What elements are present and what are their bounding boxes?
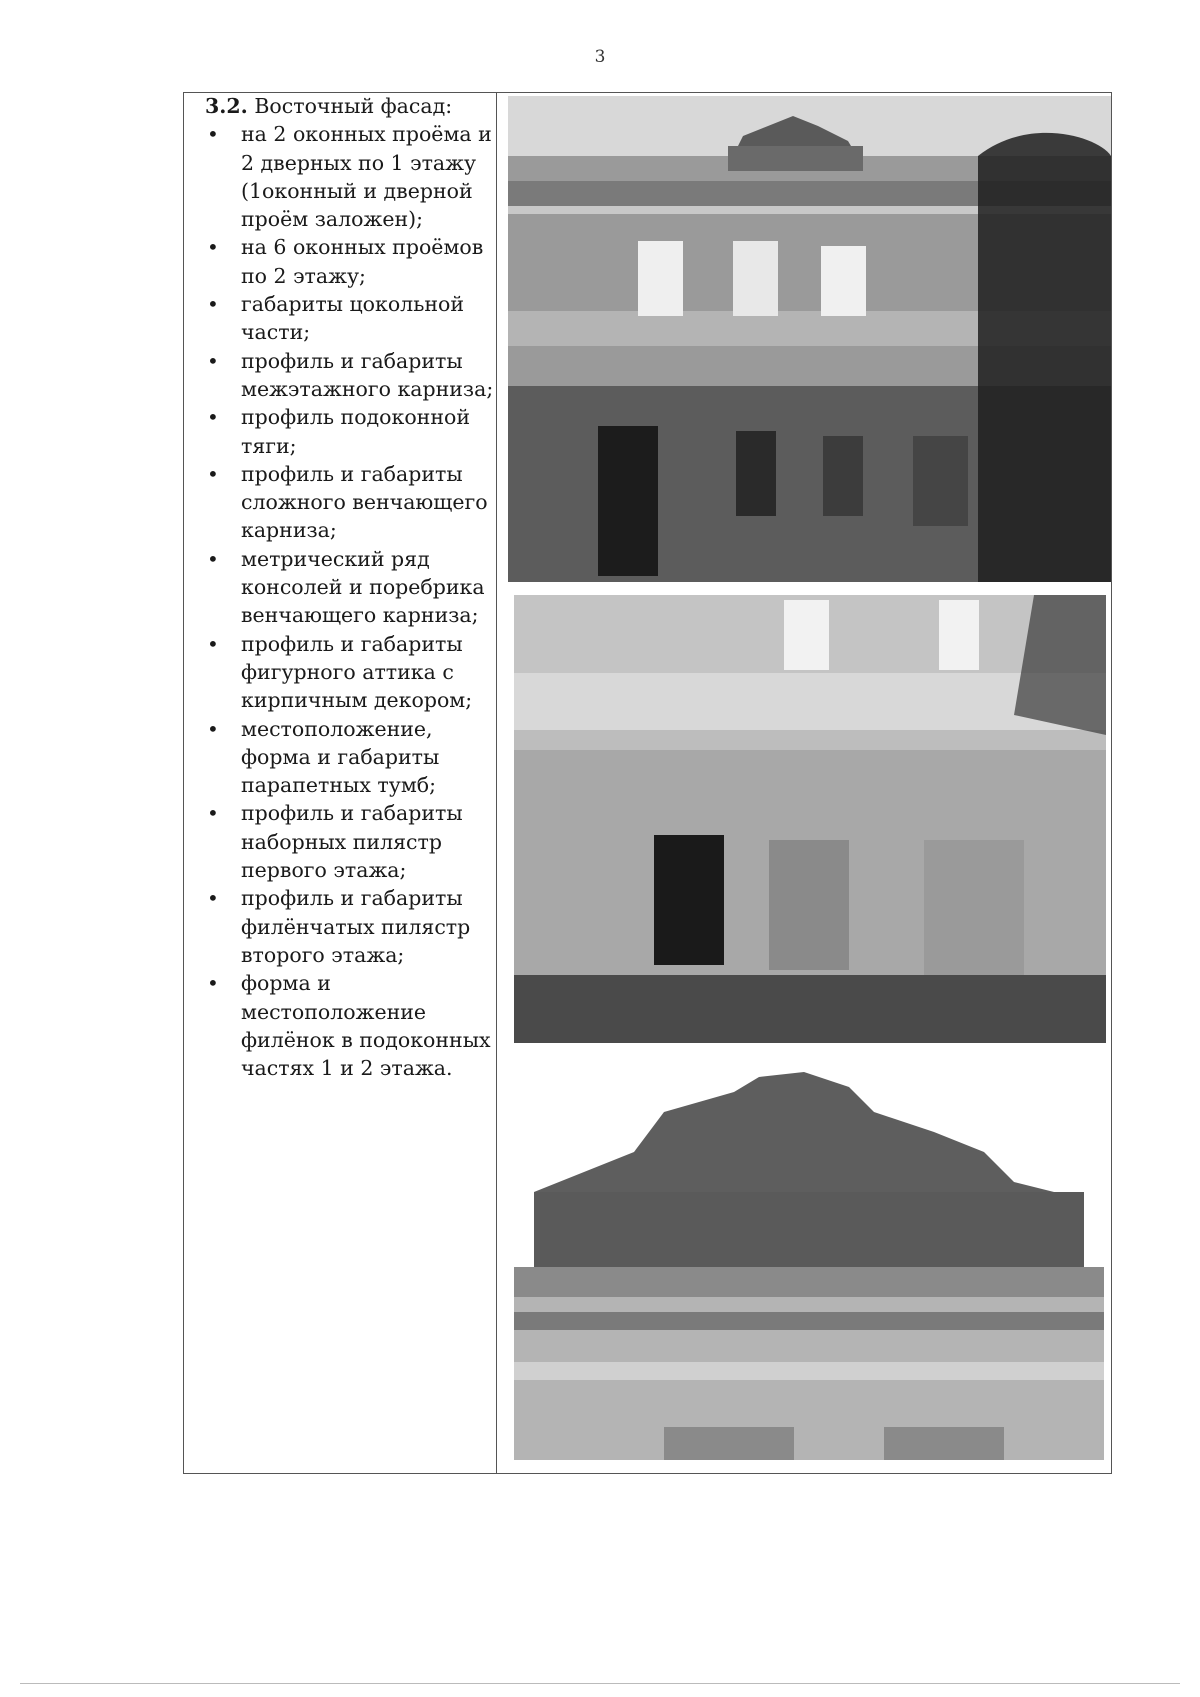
photo-east-facade-attic [514,1072,1104,1460]
list-item: • габариты цокольной части; [205,290,495,347]
photo-east-facade-ground-floor [514,595,1106,1043]
facade-ground-floor-image [514,595,1106,1043]
photo-east-facade-full [508,96,1111,582]
list-item: • профиль и габариты наборных пилястр первого этажа; [205,799,495,884]
scan-edge [20,1683,1180,1684]
requirements-list [205,120,495,1082]
section-heading [205,92,495,120]
list-item: • местоположение, форма и габариты парапетных тумб; [205,715,495,800]
list-item: • метрический ряд консолей и поребрика венчающего карниза; [205,545,495,630]
list-item: • на 2 оконных проёма и 2 дверных по 1 этажу (1оконный и дверной проём заложен); [205,120,495,233]
list-item: • профиль и габариты сложного венчающего карниза; [205,460,495,545]
list-item: • на 6 оконных проёмов по 2 этажу; [205,233,495,290]
list-item: • профиль и габариты межэтажного карниза; [205,347,495,404]
section-number: 3.2. [205,94,248,118]
page-number: 3 [594,47,606,67]
list-item: • профиль подоконной тяги; [205,403,495,460]
list-item: • профиль и габариты фигурного аттика с кирпичным декором; [205,630,495,715]
facade-full-image [508,96,1111,582]
list-item: • форма и местоположение филёнок в подоконных частях 1 и 2 этажа. [205,969,495,1082]
requirements-cell [205,92,495,1082]
section-title: Восточный фасад: [254,94,453,118]
facade-attic-image [514,1072,1104,1460]
list-item: • профиль и габариты филёнчатых пилястр второго этажа; [205,884,495,969]
table-column-divider [496,92,497,1474]
